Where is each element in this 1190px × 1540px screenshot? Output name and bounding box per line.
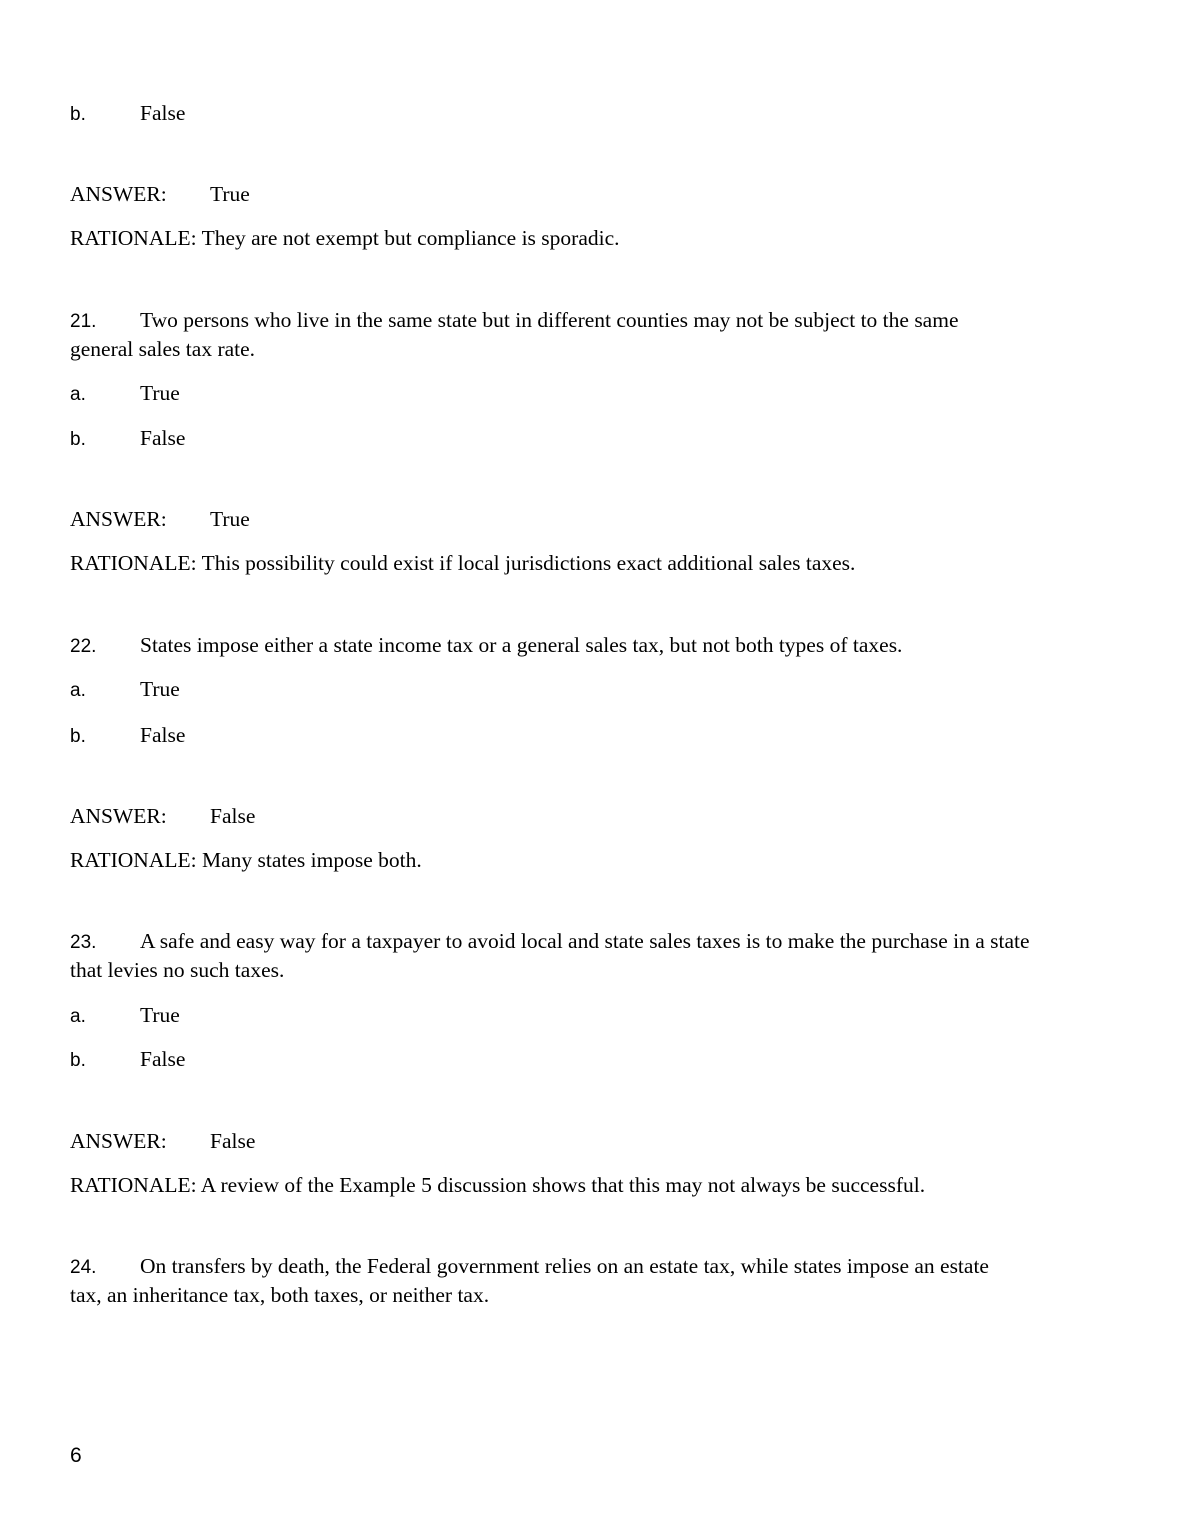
answer-value: False bbox=[210, 1129, 256, 1153]
option-b-row bbox=[70, 424, 1120, 454]
option-letter: b. bbox=[70, 429, 86, 450]
option-b-row bbox=[70, 721, 1120, 751]
option-a-row bbox=[70, 1001, 1120, 1031]
option-text: False bbox=[140, 1047, 186, 1071]
option-text: True bbox=[140, 381, 180, 405]
answer-value: True bbox=[210, 507, 250, 531]
question-text: Two persons who live in the same state but in different counties may not be subject to the same bbox=[140, 308, 959, 332]
question-number: 22. bbox=[70, 636, 97, 657]
question-24-line2: tax, an inheritance tax, both taxes, or neither tax. bbox=[70, 1283, 490, 1307]
question-23-line2: that levies no such taxes. bbox=[70, 958, 285, 982]
rationale: RATIONALE: A review of the Example 5 discussion shows that this may not always be successful. bbox=[70, 1173, 926, 1197]
question-number: 21. bbox=[70, 311, 97, 332]
question-text: On transfers by death, the Federal government relies on an estate tax, while states impose an estate bbox=[140, 1254, 989, 1278]
option-a-row bbox=[70, 675, 1120, 705]
option-b-row bbox=[70, 1045, 1120, 1075]
option-letter: b. bbox=[70, 726, 86, 747]
question-23-line1 bbox=[70, 927, 1120, 957]
answer-value: False bbox=[210, 804, 256, 828]
answer-value: True bbox=[210, 182, 250, 206]
rationale: RATIONALE: They are not exempt but compliance is sporadic. bbox=[70, 226, 620, 250]
question-22-line1 bbox=[70, 631, 1120, 661]
answer-label: ANSWER: bbox=[70, 182, 167, 206]
option-b-row bbox=[70, 99, 1120, 129]
option-letter: a. bbox=[70, 384, 86, 405]
question-text: States impose either a state income tax or a general sales tax, but not both types of taxes. bbox=[140, 633, 903, 657]
option-letter: b. bbox=[70, 1050, 86, 1071]
question-number: 23. bbox=[70, 932, 97, 953]
rationale: RATIONALE: Many states impose both. bbox=[70, 848, 422, 872]
question-24-line1 bbox=[70, 1252, 1120, 1282]
answer-row bbox=[70, 802, 1120, 831]
question-21-line1 bbox=[70, 306, 1120, 336]
option-text: False bbox=[140, 723, 186, 747]
option-letter: a. bbox=[70, 1006, 86, 1027]
answer-label: ANSWER: bbox=[70, 1129, 167, 1153]
option-text: False bbox=[140, 426, 186, 450]
answer-label: ANSWER: bbox=[70, 804, 167, 828]
answer-row bbox=[70, 1127, 1120, 1156]
answer-row bbox=[70, 180, 1120, 209]
question-number: 24. bbox=[70, 1257, 97, 1278]
option-text: True bbox=[140, 677, 180, 701]
answer-label: ANSWER: bbox=[70, 507, 167, 531]
rationale: RATIONALE: This possibility could exist if local jurisdictions exact additional sales taxes. bbox=[70, 551, 856, 575]
question-21-line2: general sales tax rate. bbox=[70, 337, 256, 361]
question-text: A safe and easy way for a taxpayer to avoid local and state sales taxes is to make the purchase in a state bbox=[140, 929, 1030, 953]
option-a-row bbox=[70, 379, 1120, 409]
answer-row bbox=[70, 505, 1120, 534]
option-text: False bbox=[140, 101, 186, 125]
option-letter: b. bbox=[70, 104, 86, 125]
option-text: True bbox=[140, 1003, 180, 1027]
option-letter: a. bbox=[70, 680, 86, 701]
page-number: 6 bbox=[70, 1444, 82, 1467]
